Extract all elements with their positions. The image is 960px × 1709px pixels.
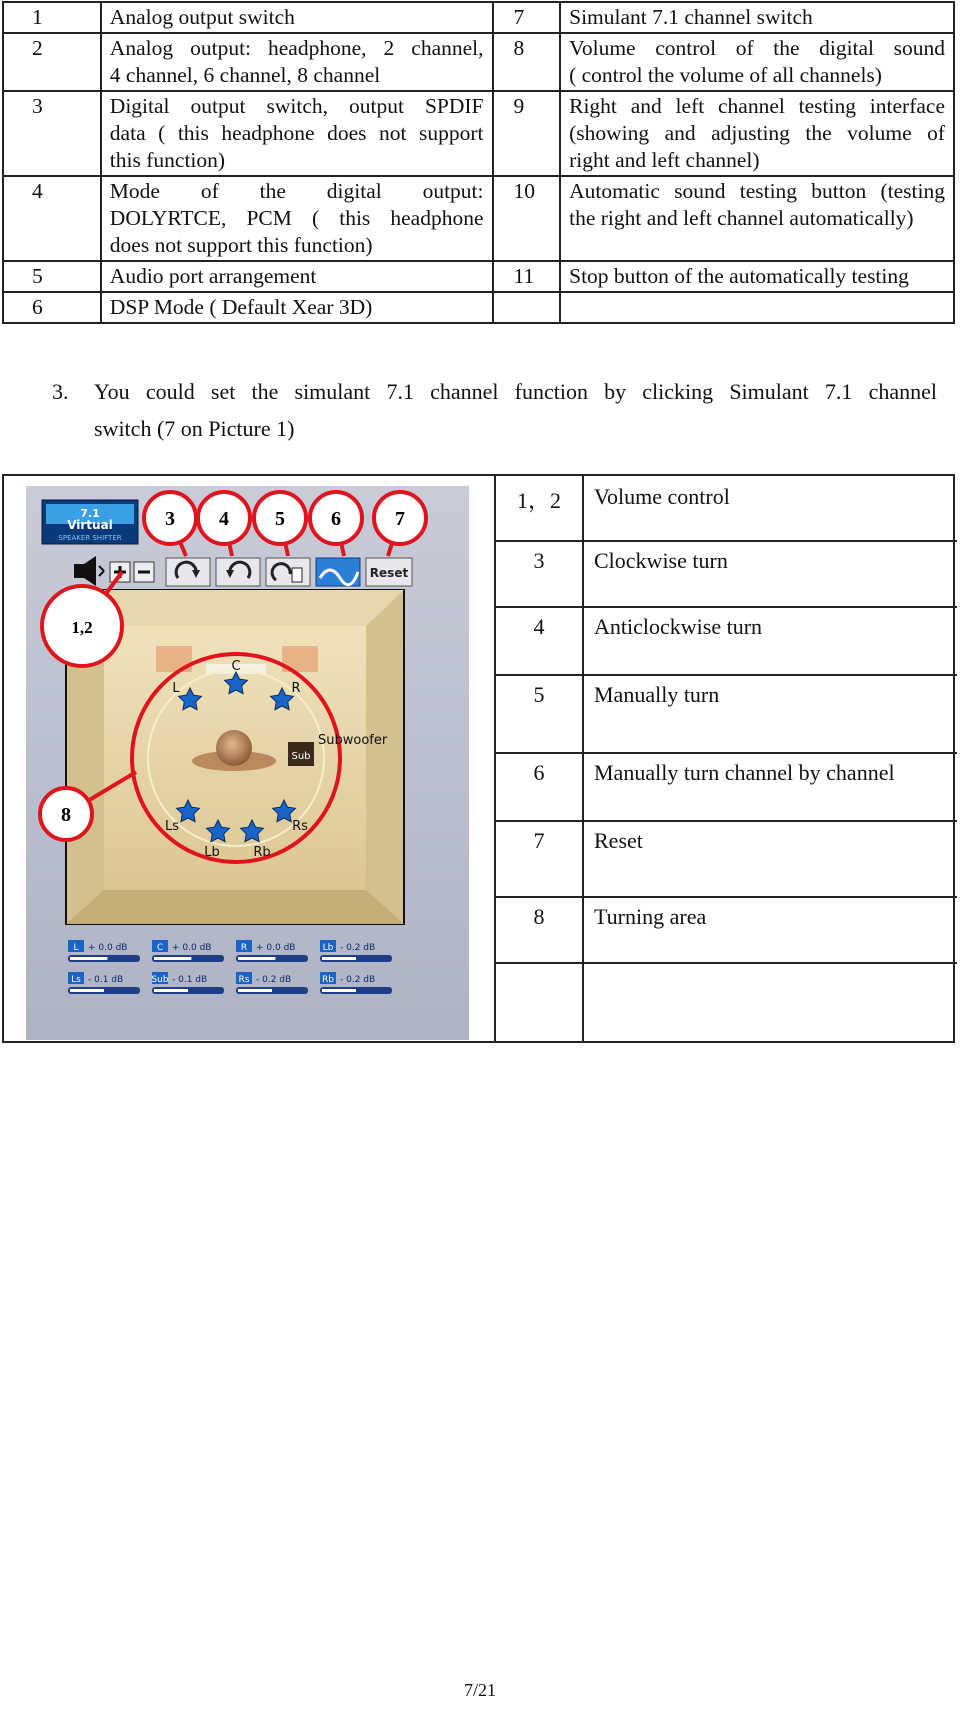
callout-label: 3 (165, 508, 175, 530)
description-line: Stop button of the automatically testing (569, 264, 909, 288)
legend-description: Manually turn channel by channel (594, 760, 895, 785)
item-number: 5 (3, 261, 101, 292)
channel-name: Lb (322, 943, 334, 953)
legend-table (494, 476, 957, 1041)
clockwise-turn-button[interactable] (166, 558, 210, 586)
level-fill (238, 957, 275, 960)
description-line: 4 channel, 6 channel, 8 channel (109, 63, 381, 87)
item-description (101, 33, 493, 91)
legend-description: Reset (594, 828, 643, 853)
description-line: Mode of the digital output: (109, 179, 484, 203)
subwoofer-label: Subwoofer (318, 733, 388, 748)
speaker-label: C (231, 659, 241, 674)
legend-row (496, 540, 957, 608)
speaker-label: R (291, 681, 301, 696)
callout-label: 1,2 (71, 618, 93, 637)
level-fill (70, 989, 104, 992)
description-line: Automatic sound testing button (testing (569, 179, 945, 203)
description-line: this function) (109, 148, 226, 172)
reset-label: Reset (369, 566, 409, 580)
level-fill (154, 957, 191, 960)
description-line: Analog output: headphone, 2 channel, (109, 36, 484, 60)
level-fill (154, 989, 188, 992)
channel-level: + 0.0 dB (88, 943, 128, 953)
paragraph-number: 3. (52, 379, 69, 404)
speaker-label: Lb (204, 845, 220, 860)
legend-description: Volume control (594, 484, 730, 509)
reference-row (3, 2, 954, 33)
legend-number: 1，2 (516, 488, 561, 513)
channel-name: L (73, 943, 79, 953)
description-line: right and left channel) (569, 148, 760, 172)
item-number: 4 (3, 176, 101, 261)
description-line: does not support this function) (109, 233, 373, 257)
subwoofer-short-label: Sub (291, 751, 311, 762)
item-number: 10 (493, 176, 561, 261)
channel-level: - 0.1 dB (172, 975, 208, 985)
item-number: 8 (493, 33, 561, 91)
item-description (560, 292, 954, 323)
channel-name: Rs (238, 975, 250, 985)
callout-label: 6 (331, 508, 341, 530)
legend-number: 3 (533, 548, 545, 573)
anticlockwise-turn-button[interactable] (216, 558, 260, 586)
reference-row (3, 292, 954, 323)
speaker-label: L (172, 681, 180, 696)
legend-row (496, 820, 957, 898)
legend-row (496, 752, 957, 822)
callout-label: 5 (275, 508, 285, 530)
item-number: 3 (3, 91, 101, 176)
speaker-label: Ls (164, 819, 180, 834)
channel-name: Rb (322, 975, 334, 985)
description-line: Analog output switch (109, 5, 295, 29)
item-number: 11 (493, 261, 561, 292)
channel-name: R (240, 943, 248, 953)
legend-row (496, 896, 957, 964)
description-line: DSP Mode ( Default Xear 3D) (109, 295, 373, 319)
legend-number: 5 (533, 682, 545, 707)
channel-name: C (156, 943, 164, 953)
item-number (493, 292, 561, 323)
channel-level: - 0.1 dB (88, 975, 124, 985)
item-description (560, 261, 954, 292)
legend-description: Turning area (594, 904, 707, 929)
paragraph-line-1: You could set the simulant 7.1 channel function by clicking Simulant 7.1 channel (94, 379, 937, 404)
channel-level: + 0.0 dB (256, 943, 296, 953)
description-line: Volume control of the digital sound (569, 36, 945, 60)
level-fill (70, 957, 107, 960)
picture-and-legend (2, 474, 955, 1043)
item-description (101, 261, 493, 292)
description-line: DOLYRTCE, PCM ( this headphone (109, 206, 484, 230)
description-line: ( control the volume of all channels) (569, 63, 882, 87)
callout-label: 4 (219, 508, 229, 530)
logo-text-2: Virtual (67, 518, 113, 532)
page-number: 7/21 (463, 1680, 496, 1700)
legend-row (496, 674, 957, 754)
logo-text-3: SPEAKER SHIFTER (58, 534, 122, 542)
description-line: data ( this headphone does not support (109, 121, 484, 145)
listener-head-icon (216, 730, 252, 766)
speaker-label: Rs (292, 819, 308, 834)
legend-description: Clockwise turn (594, 548, 728, 573)
description-line: Simulant 7.1 channel switch (569, 5, 813, 29)
channel-level: - 0.2 dB (256, 975, 292, 985)
description-line: Right and left channel testing interface (569, 94, 945, 118)
reference-row (3, 91, 954, 176)
logo-text-1: 7.1 (80, 507, 100, 520)
description-line: (showing and adjusting the volume of (569, 121, 945, 145)
legend-number: 4 (533, 614, 545, 639)
reference-row (3, 33, 954, 91)
callout-label: 8 (61, 804, 71, 826)
channel-name: Sub (151, 975, 169, 985)
speaker-shifter-screenshot (26, 486, 469, 1040)
legend-number: 8 (533, 904, 545, 929)
channel-level: - 0.2 dB (340, 943, 376, 953)
volume-down-button[interactable] (134, 562, 154, 582)
item-description (101, 91, 493, 176)
description-line: Audio port arrangement (109, 264, 317, 288)
level-fill (238, 989, 272, 992)
item-number: 1 (3, 2, 101, 33)
channel-name: Ls (71, 975, 81, 985)
channel-level: - 0.2 dB (340, 975, 376, 985)
legend-description: Manually turn (594, 682, 720, 707)
item-description (101, 176, 493, 261)
description-line: the right and left channel automatically) (569, 206, 914, 230)
legend-row (496, 476, 957, 542)
reference-row (3, 261, 954, 292)
legend-number: 6 (533, 760, 545, 785)
legend-number: 7 (533, 828, 545, 853)
description-line: Digital output switch, output SPDIF (109, 94, 484, 118)
manually-turn-button[interactable] (266, 558, 310, 586)
item-description (101, 2, 493, 33)
channel-level: + 0.0 dB (172, 943, 212, 953)
item-description (560, 91, 954, 176)
legend-description: Anticlockwise turn (594, 614, 763, 639)
paragraph-line-2: switch (7 on Picture 1) (94, 416, 295, 441)
reset-button[interactable] (366, 558, 412, 586)
channel-by-channel-button[interactable] (316, 558, 360, 586)
callout-label: 7 (395, 508, 405, 530)
reference-table (2, 1, 955, 324)
item-number: 6 (3, 292, 101, 323)
level-fill (322, 957, 356, 960)
speaker-label: Rb (253, 845, 271, 860)
legend-row (496, 962, 957, 999)
reference-row (3, 176, 954, 261)
item-number: 9 (493, 91, 561, 176)
item-number: 2 (3, 33, 101, 91)
level-fill (322, 989, 356, 992)
item-number: 7 (493, 2, 561, 33)
legend-row (496, 606, 957, 676)
item-description (560, 176, 954, 261)
item-description (101, 292, 493, 323)
item-description (560, 2, 954, 33)
item-description (560, 33, 954, 91)
